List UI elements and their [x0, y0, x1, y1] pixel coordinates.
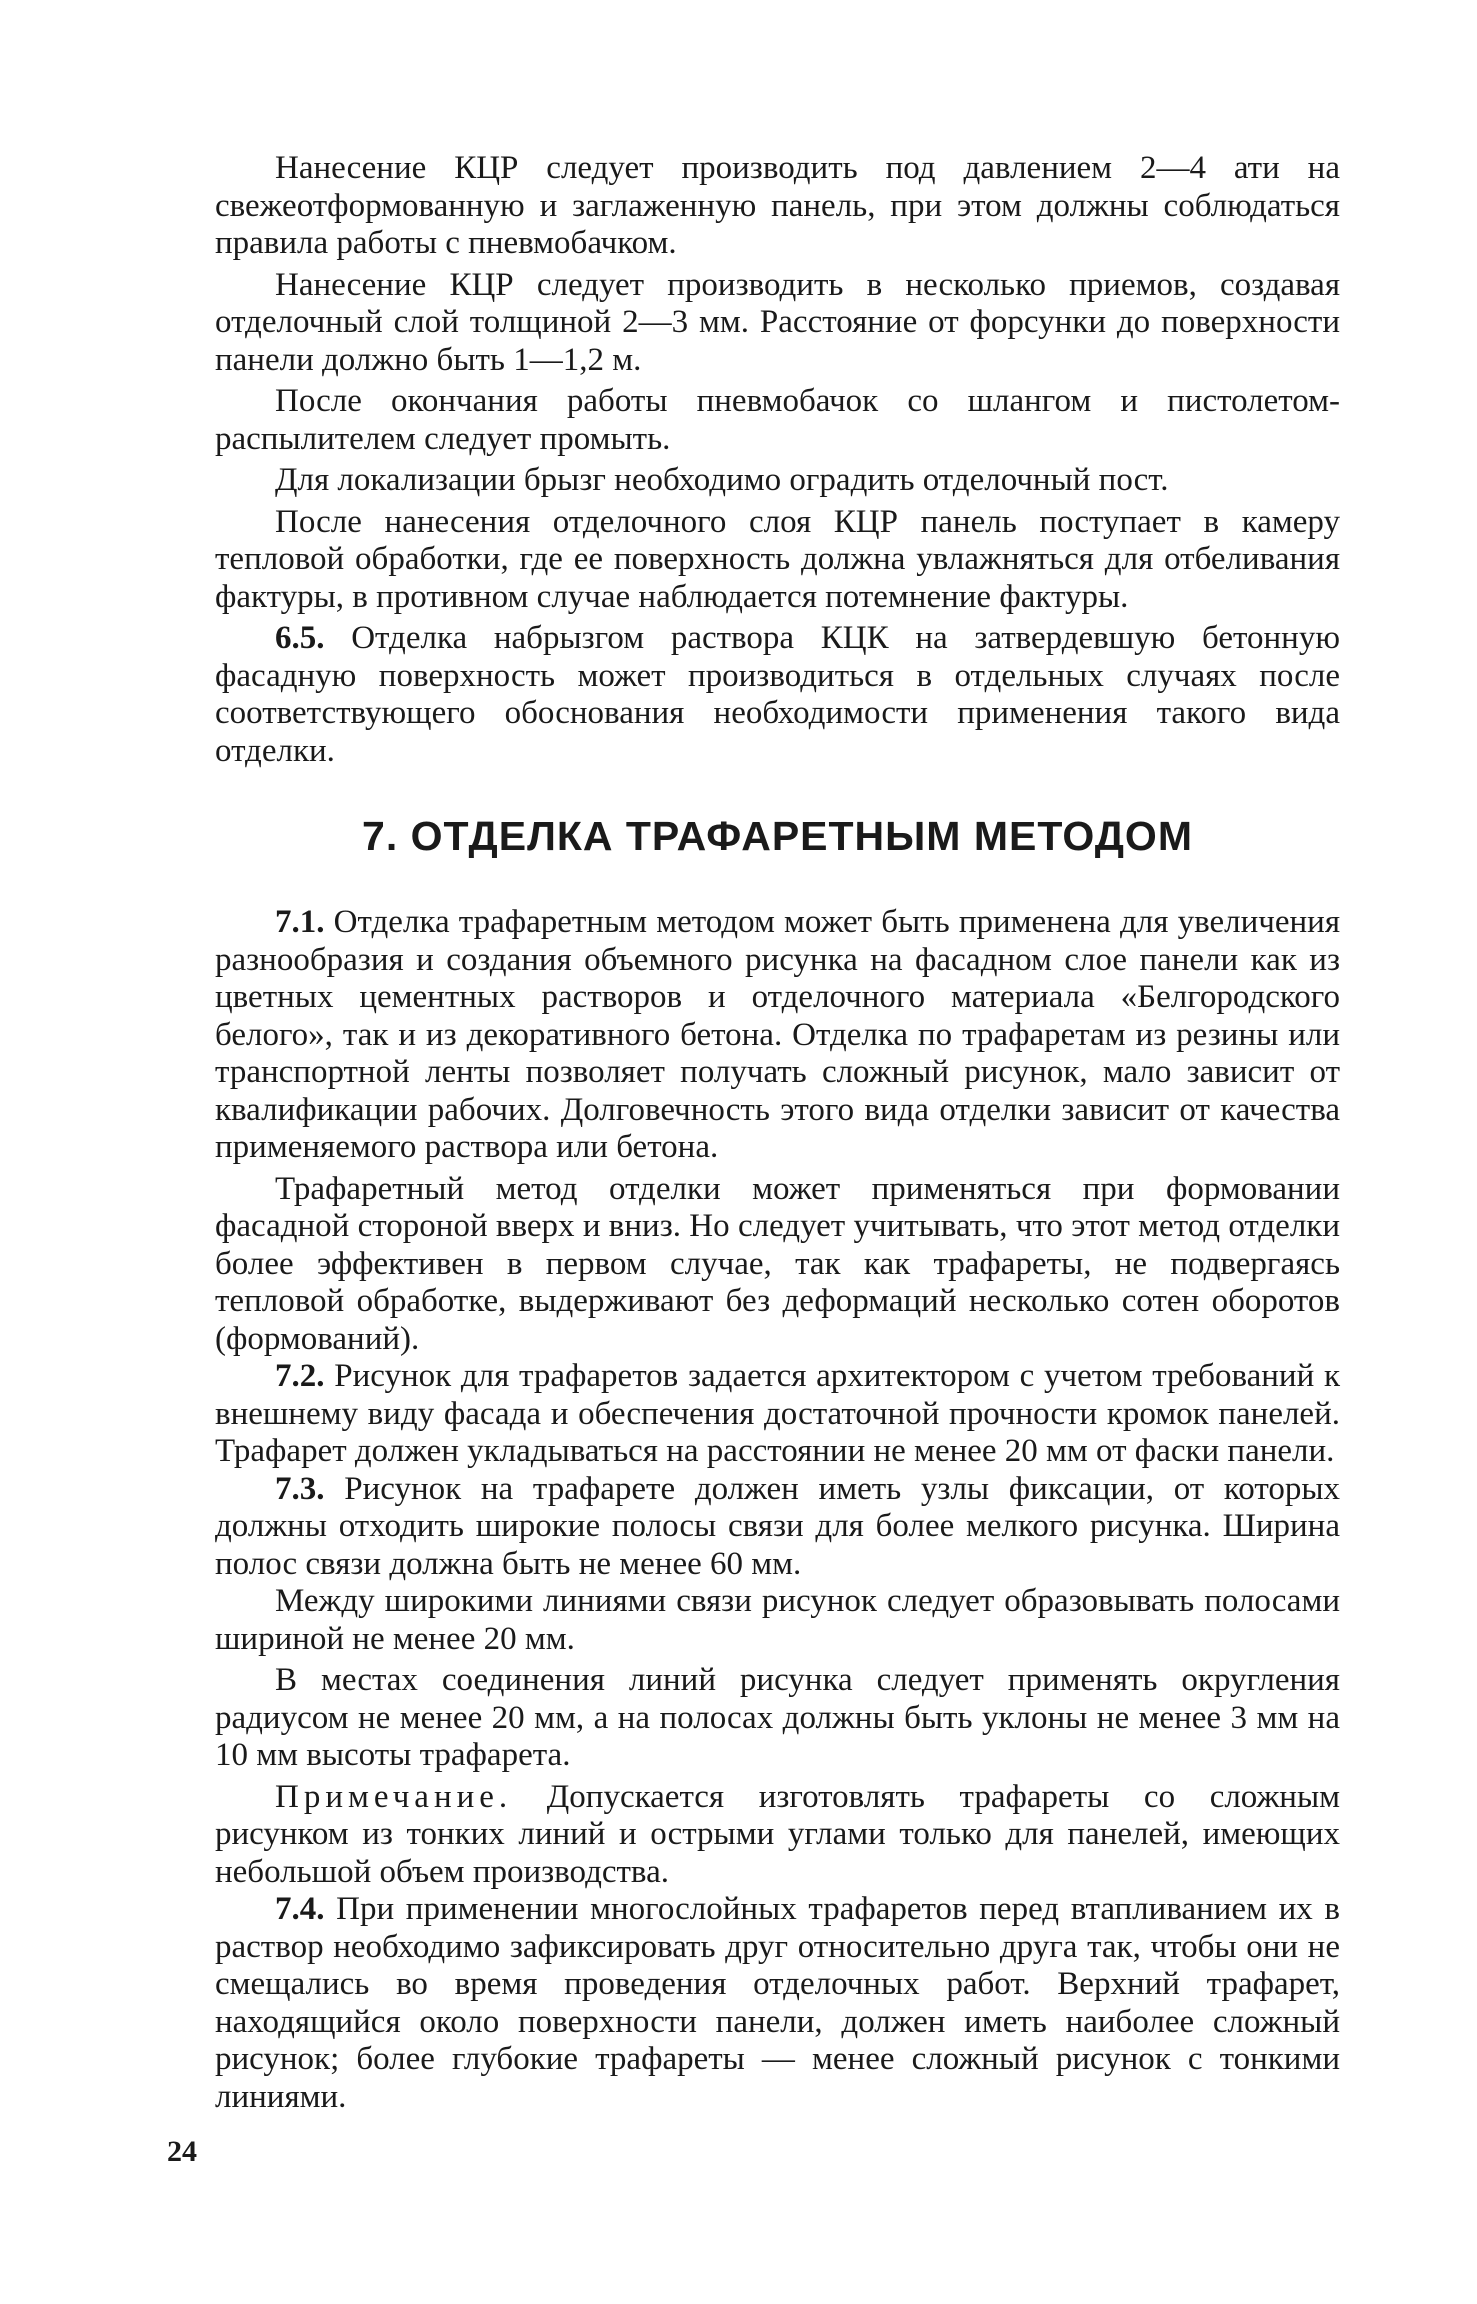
clause-number: 7.4. [275, 1891, 325, 1927]
paragraph-7-2 [215, 1358, 1340, 1471]
paragraph-text: Отделка набрызгом раствора КЦК на затвердевшую бетонную фасадную поверхность может производиться в отдельных случаях после соответствующего обоснования необходимости применения такого вида отделки. [215, 620, 1340, 769]
clause-number: 7.1. [275, 904, 325, 940]
clause-number: 7.3. [275, 1470, 325, 1507]
paragraph-note [215, 1779, 1340, 1892]
paragraph-text: Для локализации брызг необходимо оградить отделочный пост. [275, 462, 1169, 498]
paragraph-7-4 [215, 1891, 1340, 2116]
paragraph-cleaning [215, 383, 1340, 458]
paragraph-strip-width [215, 1583, 1340, 1658]
paragraph-text: Рисунок для трафаретов задается архитектором с учетом требований к внешнему виду фасада и обеспечения достаточной прочности кромок панелей. Трафарет должен укладываться на расстоянии не менее 20 мм от фаски панели. [215, 1358, 1340, 1469]
paragraph-text: Отделка трафаретным методом может быть применена для увеличения разнообразия и создания объемного рисунка на фасадном слое панели как из цветных цементных растворов и отделочного материала «Белгородского белого», так и из декоративного бетона. Отделка по трафаретам из резины или транспортной ленты позволяет получать сложный рисунок, мало зависит от квалификации рабочих. Долговечность этого вида отделки зависит от качества применяемого раствора или бетона. [215, 904, 1340, 1165]
page-content [215, 150, 1340, 2116]
clause-number: 7.2. [275, 1358, 325, 1394]
paragraph-splash-fence [215, 462, 1340, 500]
paragraph-text: Рисунок на трафарете должен иметь узлы фиксации, от которых должны отходить широкие полосы связи для более мелкого рисунка. Ширина полос связи должна быть не менее 60 мм. [215, 1470, 1340, 1582]
paragraph-7-1 [215, 904, 1340, 1167]
section-heading: 7. ОТДЕЛКА ТРАФАРЕТНЫМ МЕТОДОМ [362, 813, 1193, 859]
clause-number: 6.5. [275, 620, 325, 656]
paragraph-text: При применении многослойных трафаретов перед втапливанием их в раствор необходимо зафиксировать друг относительно друга так, чтобы они не смещались во время проведения отделочных работ. Верхний трафарет, находящийся около поверхности панели, должен иметь наиболее сложный рисунок; более глубокие трафареты — менее сложный рисунок с тонкими линиями. [215, 1891, 1340, 2115]
page-number: 24 [167, 2135, 197, 2168]
paragraph-text: В местах соединения линий рисунка следует применять округления радиусом не менее 20 мм, а на полосах должны быть уклоны не менее 3 мм на 10 мм высоты трафарета. [215, 1662, 1340, 1773]
paragraph-heat-treatment [215, 504, 1340, 617]
note-label: Примечание. [275, 1778, 513, 1815]
paragraph-kcr-pressure [215, 150, 1340, 263]
note-text: Допускается изготовлять трафареты со сложным рисунком из тонких линий и острыми углами только для панелей, имеющих небольшой объем производства. [215, 1778, 1340, 1890]
paragraph-text: Нанесение КЦР следует производить под давлением 2—4 ати на свежеотформованную и заглаженную панель, при этом должны соблюдаться правила работы с пневмобачком. [215, 150, 1340, 261]
paragraph-6-5 [215, 620, 1340, 770]
paragraph-text: После окончания работы пневмобачок со шлангом и пистолетом-распылителем следует промыть. [215, 383, 1340, 457]
paragraph-rounding [215, 1662, 1340, 1775]
paragraph-text: После нанесения отделочного слоя КЦР панель поступает в камеру тепловой обработки, где ее поверхность должна увлажняться для отбеливания фактуры, в противном случае наблюдается потемнение фактуры. [215, 503, 1340, 615]
paragraph-stencil-method [215, 1171, 1340, 1359]
paragraph-text: Нанесение КЦР следует производить в несколько приемов, создавая отделочный слой толщиной 2—3 мм. Расстояние от форсунки до поверхности панели должно быть 1—1,2 м. [215, 266, 1340, 378]
paragraph-text: Трафаретный метод отделки может применяться при формовании фасадной стороной вверх и вниз. Но следует учитывать, что этот метод отделки более эффективен в первом случае, так как трафареты, не подвергаясь тепловой обработке, выдерживают без деформаций несколько сотен оборотов (формований). [215, 1170, 1340, 1357]
paragraph-text: Между широкими линиями связи рисунок следует образовывать полосами шириной не менее 20 мм. [215, 1583, 1340, 1657]
paragraph-7-3 [215, 1471, 1340, 1584]
paragraph-kcr-layers [215, 267, 1340, 380]
